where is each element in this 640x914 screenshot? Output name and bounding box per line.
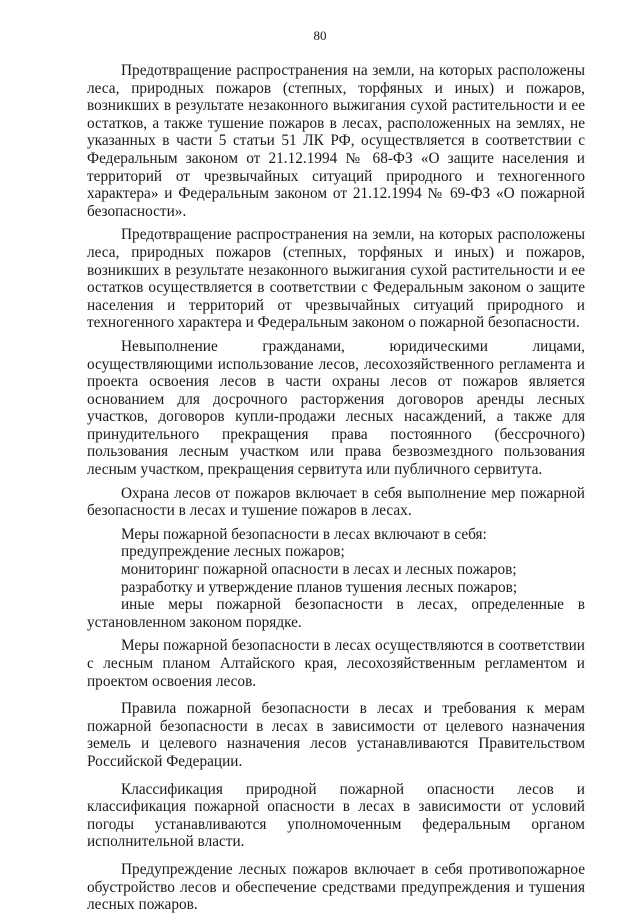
list-item: мониторинг пожарной опасности в лесах и лесных пожаров;	[121, 561, 517, 579]
page-number: 80	[313, 28, 327, 43]
paragraph: Классификация природной пожарной опасности лесов и классификация пожарной опасности в лесах в зависимости от условий погоды устанавливаются уполномоченным федеральным органом исполнительной власти.	[87, 780, 585, 851]
paragraph: Меры пожарной безопасности в лесах осуществляются в соответствии с лесным планом Алтайского края, лесохозяйственным регламентом и проектом освоения лесов.	[87, 637, 585, 690]
paragraph: Предотвращение распространения на земли, на которых расположены леса, природных пожаров (степных, торфяных и иных) и пожаров, возникших в результате незаконного выжигания сухой растительности и ее остатков осуществляется в соответствии с Федеральным законом о защите населения и территорий от чрезвычайных ситуаций природного и техногенного характера и Федеральным законом о пожарной безопасности.	[87, 226, 585, 332]
list-item: иные меры пожарной безопасности в лесах, определенные в установленном законом порядке.	[87, 596, 585, 631]
list-item: разработку и утверждение планов тушения лесных пожаров;	[121, 578, 518, 596]
paragraph: Меры пожарной безопасности в лесах включают в себя:	[121, 525, 487, 543]
paragraph: Невыполнение гражданами, юридическими лицами, осуществляющими использование лесов, лесохозяйственного регламента и проекта освоения лесов в части охраны лесов от пожаров является основанием для досрочного расторжения договоров аренды лесных участков, договоров купли-продажи лесных насаждений, а также для принудительного прекращения права постоянного (бессрочного) пользования лесным участком или права безвозмездного пользования лесным участком, прекращения сервитута или публичного сервитута.	[87, 337, 585, 479]
paragraph: Предотвращение распространения на земли, на которых расположены леса, природных пожаров (степных, торфяных и иных) и пожаров, возникших в результате незаконного выжигания сухой растительности и ее остатков, а также тушение пожаров в лесах, расположенных на землях, не указанных в части 5 статьи 51 ЛК РФ, осуществляется в соответствии с Федеральным законом от 21.12.1994 № 68-ФЗ «О защите населения и территорий от чрезвычайных ситуаций природного и техногенного характера» и Федеральным законом от 21.12.1994 № 69-ФЗ «О пожарной безопасности».	[87, 62, 585, 220]
document-body	[87, 62, 585, 914]
list-item: предупреждение лесных пожаров;	[121, 543, 345, 561]
paragraph: Предупреждение лесных пожаров включает в себя противопожарное обустройство лесов и обеспечение средствами предупреждения и тушения лесных пожаров.	[87, 860, 585, 914]
paragraph: Правила пожарной безопасности в лесах и требования к мерам пожарной безопасности в лесах в зависимости от целевого назначения земель и целевого назначения лесов устанавливаются Правительством Российской Федерации.	[87, 700, 585, 770]
paragraph: Охрана лесов от пожаров включает в себя выполнение мер пожарной безопасности в лесах и тушение пожаров в лесах.	[87, 484, 585, 520]
